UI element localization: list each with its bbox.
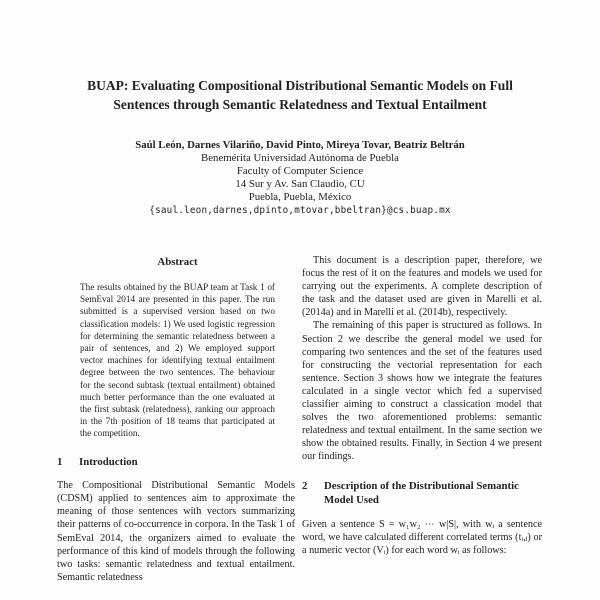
email-line: {saul.leon,darnes,dpinto,mtovar,bbeltran}@cs.buap.mx — [149, 204, 451, 216]
section-1-paragraph: This document is a description paper, therefore, we focus the rest of it on the features and models we used for carrying out the experiments. A complete description of the task and the dataset used are given in Marelli et al. (2014a) and in Marelli et al. (2014b), respectively. — [302, 255, 542, 319]
affiliation-block — [0, 152, 600, 204]
section-1-number: 1 — [57, 455, 63, 468]
section-1-title: Introduction — [79, 455, 138, 468]
section-1-paragraph: The Compositional Distributional Semantic Models (CDSM) applied to sentences aim to approximate the meaning of those sentences with vectors summarizing their patterns of co-occurrence in corpora. In the Task 1 of SemEval 2014, the organizers aimed to evaluate the performance of this kind of models through the following two tasks: semantic relatedness and textual entailment. Semantic relatedness — [57, 480, 295, 583]
section-2-title: Description of the Distributional Semantic Model Used — [324, 479, 519, 506]
affiliation-line-city: Puebla, Puebla, México — [248, 191, 352, 204]
abstract-text: The results obtained by the BUAP team at Task 1 of SemEval 2014 are presented in this paper. The run submitted is a supervised version based on two classification models: 1) We used logistic regression for determining the semantic relatedness between a pair of sentences, and 2) We employed support vector machines for identifying textual entailment degree between the two sentences. The behaviour for the second subtask (textual entailment) obtained much better performance than the one evaluated at the first subtask (relatedness), ranking our approach in the 7th position of 18 teams that participated at the competition. — [80, 282, 275, 439]
abstract-heading: Abstract — [157, 256, 198, 268]
title-block — [0, 0, 600, 217]
left-column — [57, 256, 295, 584]
section-2-heading — [302, 479, 542, 508]
paper-title: BUAP: Evaluating Compositional Distributional Semantic Models on Full Sentences through Semantic Relatedness and Textual Entailment — [87, 78, 513, 113]
section-1-heading — [57, 455, 295, 470]
author-line: Saúl León, Darnes Vilariño, David Pinto, Mireya Tovar, Beatriz Beltrán — [135, 139, 465, 152]
right-column — [302, 254, 542, 557]
section-1-paragraph: The remaining of this paper is structured as follows. In Section 2 we describe the general model we used for comparing two sentences and the set of the features used for constructing the vectorial representation for each sentence. Section 3 shows how we integrate the features calculated in a single vector which fed a supervised classifier aiming to construct a classication model that solves the two aforementioned problems: semantic relatedness and textual entailment. In the same section we show the obtained results. Finally, in Section 4 we present our findings. — [302, 320, 542, 463]
section-2-paragraph: Given a sentence S = w₁w₂ ⋯ w|S|, with wᵢ a sentence word, we have calculated different correlated terms (tᵢ,ⱼ) or a numeric vector (Vᵢ) for each word wᵢ as follows: — [302, 518, 542, 556]
affiliation-line-institution: Benemérita Universidad Autónoma de Puebla — [201, 152, 399, 165]
affiliation-line-faculty: Faculty of Computer Science — [236, 165, 364, 178]
section-2-number: 2 — [302, 479, 308, 492]
affiliation-line-address: 14 Sur y Av. San Claudio, CU — [235, 178, 365, 191]
